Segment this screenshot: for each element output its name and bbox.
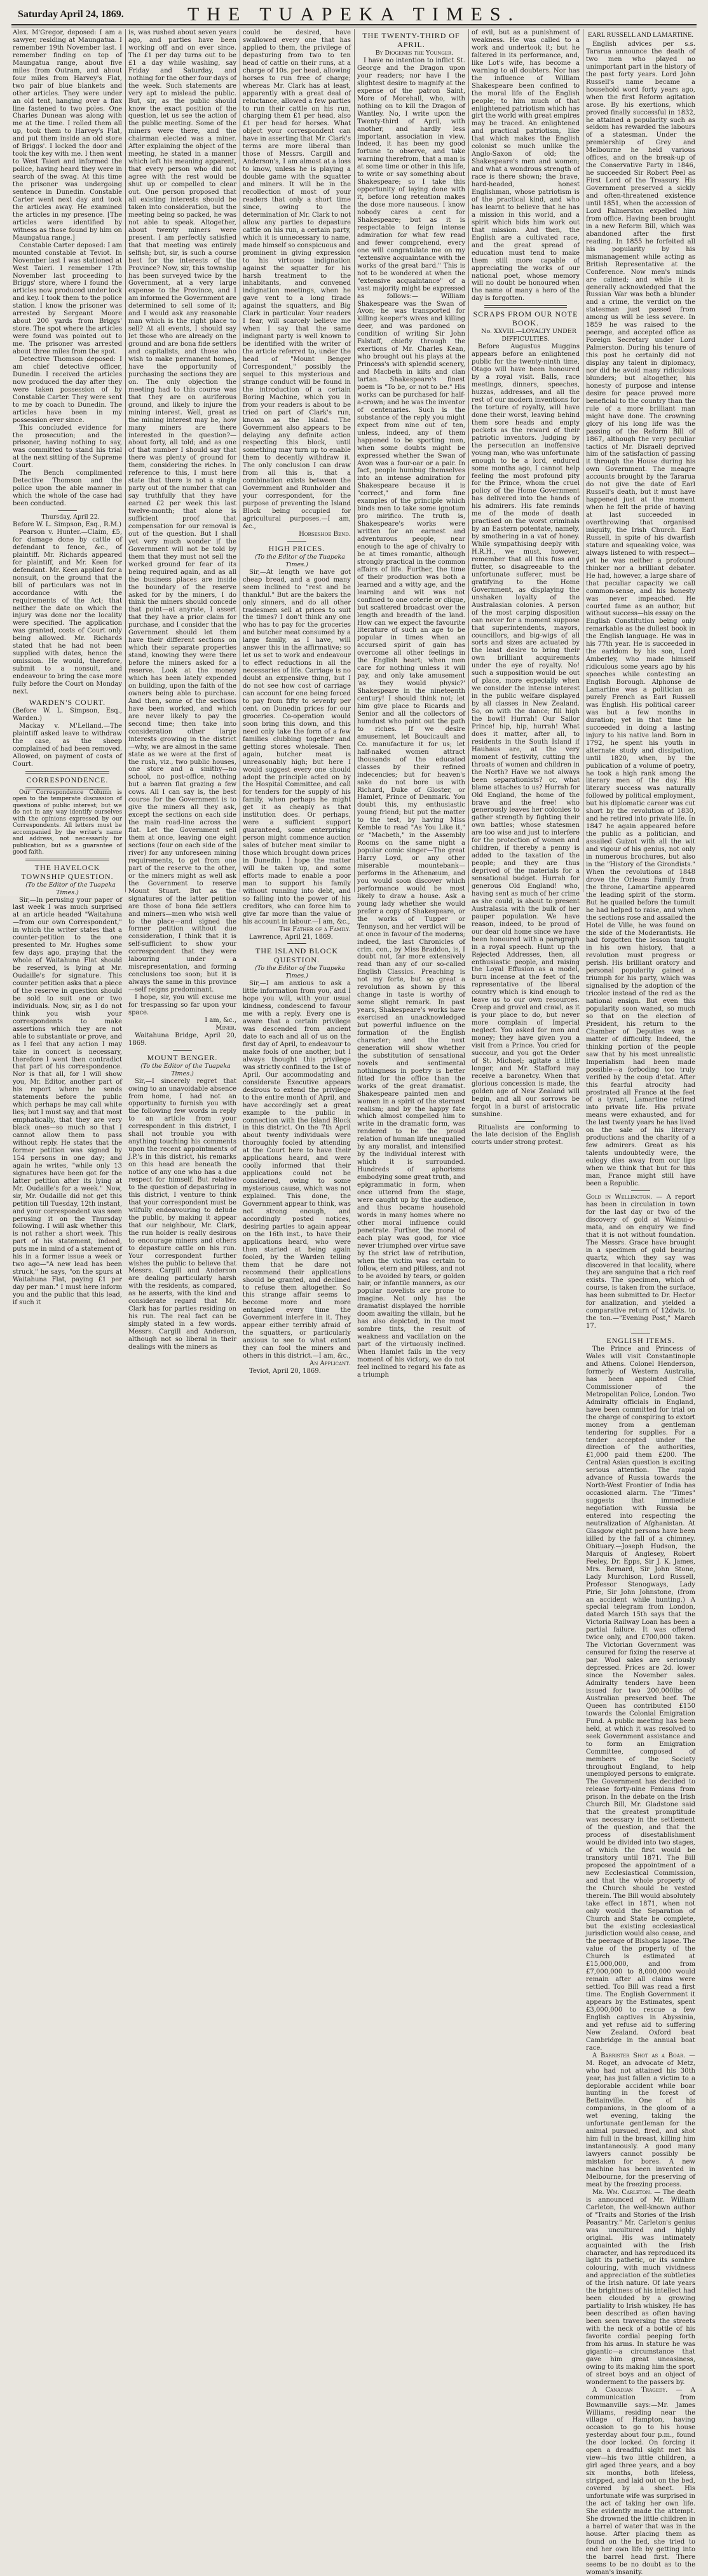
court-evidence: Alex. M'Gregor, deposed: I am a sawyer, residing at Maungatua. I remember 19th November last. I remember finding on top of Maungatua range, about five miles from Outram, and about four miles from Harvey's Flat, two pair of blue blankets and other articles. They were under an old tent, hanging over a flax line fastened to two poles. One Charles Dunean was along with me at the time. I rolled them all up, took them to Harvey's Flat, and put them inside an old store of Briggs'. I locked the door and took the key with me. I then went to West Taieri and informed the police, having heard they were in search of the swag. At this time the prisoner was undergoing sentence in Dunedin. Constable Carter went next day and took the articles away. He examined the articles in my presence. [The articles were identified by witness as those found by him on Maungatua range.] [13,29,122,242]
havelock-letter: Sir,—In perusing your paper of last week I was much surprised at an article headed "Waitahuna—from our own Correspondent," in which the writer states that a counter-petition to the one presented to Mr. Hughes some few days ago, praying that the whole of Waitahuna Flat should be reserved, is lying at Mr. Oudaille's for signature. This counter petition asks that a piece of the reserve in question should be sold to suit one or two individuals. Now, sir, as I do not think you wish your correspondents to make assertions which they are not able to substantiate or prove, and as I feel that any action I may take in concert is necessary, therefore I went then contradict that part of his correspondence. Nor is that all, for I will show you, Mr. Editor, another part of his report where he sends statements before the public which perhaps he may call white lies; but I must say, and that most emphatically, that they are very black ones—so much so that I cannot allow them to pass without reply. He states that the former petition was signed by 154 persons in one day; and again he writes, "while only 13 signatures have been got for the latter petition after its lying at Mr. Oudaille's for a week." Now, sir, Mr. Oudaille did not get this petition till Tuesday, 12th instant, and your correspondent was seen perusing it on the Thursday following. I will ask whether this is not rather a short week. This part of his statement, indeed, puts me in mind of a statement of his in a former issue a week or two ago—"A new lead has been struck," he says, "on the spurs at Waitahuna Flat, paying £1 per day per man." I must here inform you and the public that this lead, if such it [13,896,122,1307]
letter-place: Waitahuna Bridge, April 20, 1869. [128,1032,236,1047]
benger-letter-cont: could be desired, have swallowed every one that has applied to them, the privilege of depasturing from two to ten head of cattle on their runs, at a charge of 10s. per head, allowing horses to run free of charge; whereas Mr. Clark has at least, apparently with a great deal of reluctance, allowed a few parties to run their cattle on his run, charging them £1 per head, also £1 per head for horses. What object your correspondent can have in asserting that Mr. Clark's terms are more liberal than those of Messrs. Cargill and Anderson's, I am almost at a loss to know, unless he is playing a double game with the squatter and miners. It will be in the recollection of most of your readers that only a short time since, owing to the determination of Mr. Clark to not allow any parties to depasture cattle on his run, a certain party, which it is unnecessary to name, made himself so conspicuous and prominent in giving expression to his virtuous indignation against the squatter for his harsh treatment to the inhabitants, and convened indignation meetings, when he gave vent to a long tirade against the squatters, and Big Clark in particular. Your readers I fear, will scarcely believe me when I say that the same indignant party is well known to be identified with the writer of the article referred to, under the head of "Mount Benger Correspondent," possibly the sequel to this mysterious and strange conduct will be found in the introduction of a certain Boring Machine, which you in from your readers is about to be tried on part of Clark's run, known as the Island. The Government also appears to be delaying any definite action respecting this block, until something may turn up to enable them to decently withdraw it. The only conclusion I can draw from all this is, that a combination exists between the Government and Runholder and your correspondent, for the purpose of preventing the Island Block being occupied for agricultural purposes.—I am, &c., [243,29,351,530]
ritualists-note: Ritualists are conforming to the late decision of the English courts under strong protest. [472,1124,580,1147]
prices-editor-line: (To the Editor of the Tuapeka Times.) [255,553,345,568]
column-3 [243,29,351,1375]
column-5 [472,29,580,1147]
separator [58,510,77,511]
gold-heading: Gold in Wellington. [586,1193,653,1201]
carter-evidence: Constable Carter deposed: I am mounted constable at Teviot. In November last I was stationed at West Taieri. I remember 17th November last proceeding to Briggs' store, where I found the articles now produced under lock and key. I took them to the police station. I know the prisoner was arrested by Sergeant Moore about 200 yards from Briggs' store. The spot where the articles were found was pointed out to me. The prisoner was arrested about three miles from the spot. [13,242,122,356]
column-rule [125,29,126,892]
scraps-heading: SCRAPS FROM OUR NOTE BOOK. [473,310,578,328]
scraps-subheading: No. XXVIII.—LOYALTY UNDER DIFFICULTIES. [481,328,576,343]
carleton-heading: Mr. Wm. Carleton. [592,2188,652,2196]
island-letter: Sir,—I am anxious to ask a little information from you, and I hope you will, with your usual kindness, condescend to favour me with a reply. Every one is aware that a certain privilege was descended from ancient date to each and all of us on the first day of April, to endeavour to make fools of one another, but I always thought this privilege was strictly confined to the 1st of April. Our accommodating and considerate Executive appears desirous to extend the privilege to the entire month of April, and have accordingly set a great example to the public in connection with the Island Block in this district. On the 7th April about twenty individuals were thoroughly fooled by attending at the Court here to have their applications heard, and were coolly informed that their applications could not be considered, owing to some mysterious cause, which was not explained. This done, the Government appear to think, was not strong enough, and accordingly posted notices, desiring parties to again appear on the 16th inst., to have their applications heard, who were then started at being again fooled, by the Warden telling them that he dare not recommend their applications should be granted, and declined to refuse them altogether. So this strange affair seems to become more and more entangled every time the Government interfere in it. They appear either terribly afraid of the squatters, or particularly anxious to see to what extent they can fool the miners and others in this district.—I am, &c., [243,980,351,1360]
column-1 [13,29,122,1307]
island-block-heading: THE ISLAND BLOCK QUESTION. [255,946,338,965]
russell-lamartine-article: English advices per s.s. Tararua announce the death of two men who played no unimportant part in the history of the past forty years. Lord John Russell's name became a household word forty years ago, when the first Reform agitation arose. By his exertions, which proved finally successful in 1832, he attained a popularity such as seldom has rewarded the labours of a statesman. Under the premiership of Grey and Melbourne he held various offices, and on the break-up of the Conservative Party in 1846, he succeeded Sir Robert Peel as First Lord of the Treasury. His Government preserved a sickly and often-threatened existence until 1851, when the accession of Lord Palmerston expelled him from office. Having been brought in a new Reform Bill, which was abandoned after the first reading. In 1855 he forfeited all his popularity by his mismanagement while acting as British Representative at the Conference. Now men's minds are calmed; and while it is generally acknowledged that the Russian War was both a blunder and a crime, the verdict on the statesman just passed from among us will be less severe. In 1859 he was raised to the peerage, and accepted office as Foreign Secretary under Lord Palmerston. During his tenure of this post he certainly did not display any talent in diplomacy, nor did he avoid many ridiculous blunders; but altogether, his honesty of purpose and intense desire for peace proved more beneficial to the country than the rule of a more brilliant man might have done. The crowning glory of his long life was the passing of the Reform Bill of 1867, although the very peculiar tactics of Mr. Disraeli deprived him of the satisfaction of passing it through the House during his own Government. The meagre accounts brought by the Tararua do not give the date of Earl Russell's death, but it must have happened just at the moment when he felt the pride of having at last succeeded in overthrowing that organised iniquity, the Irish Church. Earl Russell, in spite of his dwarfish stature and squeaking voice, was always listened to with respect—yet he was neither a profound thinker nor a brilliant debater. He had, however, a large share of that peculiar capacity we call common-sense, and his honesty was never impeached. He courted fame as an author, but without success—his essay on the English Constitution being only remarkable as the dullest book in the English language. He was in his 77th year. He is succeeded in the earldom by his son, Lord Amberley, who made himself ridiculous some years ago by his speeches while contesting an English Borough. Alphonse de Lamartine was a politician as purely French as Earl Russell was English. His political career was but a few months in duration; yet in that time he succeeded in doing a lasting injury to his native land. Born in 1792, he spent his youth in alternate study and dissipation, until 1820, when, by the publication of a volume of poetry, he took a high rank among the literary men of the day. His literary success was naturally followed by political employment, but his diplomatic career was cut short by the revolution of 1830, and he retired into private life. In 1847 he again appeared before the public as a politician, and assailed Guizot with all the wit and vigour of his genius, not only in numerous brochures, but also in the "History of the Girondists." When the revolutions of 1848 drove the Orleans Family from the throne, Lamartine appeared the leading spirit of the storm. But he quailed before the tumult he had helped to raise, and when the sections rose and assailed the Hotel de Ville, he was found on the side of the Moderantists. He had forgotten the lesson taught in his own history, that a revolution must progress or perish. His brilliant oratory and personal popularity gained a triumph for his party, which was signalised by the adoption of the tricolor instead of the red as the national ensign. But even this popularity soon waned, so much so that on the election of President, his return to the Chamber of Deputies was a matter of difficulty. Indeed, the thinking portion of the people saw that by his most unrealistic Imperialism had been made possible—a forboding too truly verified by the coup d'etat. After this fearful atrocity had prostrated all France at the feet of a tyrant, Lamartine retired into private life. His private means were exhausted, and for the last twenty years he has lived on the sale of his literary productions and the charity of a few admirers. Great as his talents undoubtedly were, the eulogy dies away from our lips when we think that but for this man, France might still have been a Republic. [586,41,695,1187]
bench-text: The Bench complimented Detective Thomson and the police upon the able manner in which the whole of the case had been conducted. [13,470,122,508]
issue-date: Saturday April 24, 1869. [18,9,124,20]
shakespeare-article: I have no intention to inflict St. George and the Dragon upon your readers; nor have I the slightest desire to magnify at the expense of the patron Saint, More of Morehall, who, with nothing on to kill the Dragon of Wantley. No, I write upon the Twenty-third of April, with another, and hardly less important, association in view. Indeed, it has been my good fortune to observe, and take warning therefrom, that a man is at some time or other in this life, to write or say something about Shakespeare; so I take this opportunity of laying done with it, before long retention makes the dose more nauseous. I know nobody cares a cent for Shakespeare; but as it is respectable to feign intense admiration for what few read and fewer comprehend, every one will congratulate me on my "extensive acquaintance with the works of the great bard." This is not to be wondered at when the "extensive acquaintance" of a vast majority might be expressed as follows:— William Shakespeare was the Swan of Avon; he was transported for killing keeper's wives and killing deer, and was pardoned on condition of writing Sir John Falstaff, chiefly through the exertions of Mr. Charles Kean, who brought out his plays at the Princess's with splendid scenery, and Macbeth in kilts and clan tartan. Shakespeare's finest poem is "To be, or not to be." His works can be purchased for half-a-crown; and he was the inventor of centenaries. Such is the substance of the reply you might expect from nine out of ten, unless, indeed, any of them happened to be sporting men, when some doubts might be expressed whether the Swan of Avon was a four-oar or a pair. In fact, people humbug themselves into an intense admiration for Shakespeare because it is "correct," and form fine examples of the principle which binds men to take some ignotum pro mirifico. The truth is, Shakespeare's works were written for an earnest and adventurous people, near enough to the age of chivalry to be at times romantic, although strongly practical in the common affairs of life. Further, the time of their production was both a learned and a witty age, and the learning and wit was not confined to one coterie or clique, but scattered broadcast over the length and breadth of the land. How can we expect the favourite literature of such an age to be popular in times when an accursed spirit of gain has overcome all other feelings in the English heart; when men care for nothing unless it will pay, and only take amusement 'as they would physic?' Shakespeare in the nineteenth century! I should think not; let him give place to Ricards and Senior and all the collectors of humdust who point out the path to riches. If we desire amusement, let Boucicault and Co. manufacture it for us; let half-naked women attract thousands of the educated classes by their refined indecencies; but for heaven's sake do not bore us with Richard, Duke of Gloster, or Hamlet, Prince of Denmark. You doubt this, my enthusiastic young friend; but put the matter to the test, by having Miss Kemble to read "As You Like it," or "Macbeth," in the Assembly Rooms on the same night a popular comic singer—The great Harry Loyd, or any other miserable mountebank—performs in the Athenæum, and you would soon discover which performance would be most likely to draw a house. Ask a young lady whether she would prefer a copy of Shakespeare, or the works of Tupper or Tennyson, and her verdict will be at once in favour of the moderns; indeed, the last Chronicles of crim. con., by Miss Braddon, is, I doubt not, far more extensively read than any of our so-called English Classics. Preaching is not my forte, but so great a revolution as shown by this change in taste is worthy of some slight remark. In past years, Shakespeare's works have exercised an unacknowledged but powerful influence on the formation of the English character; and the next generation will show whether the substitution of sensational novels and sentimental nothingness in poetry is better fitted for the office than the works of the great dramatist. Shakespeare painted men and women in a spirit of the sternest realism; and by the happy fate which almost compelled him to write in the dramatic form, was rendered to be the proud relation of human life unequalled by any moralist, and intensified by the individual interest with which it is surrounded. Hundreds of aphorisms embodying some great truth, and epigrammatic in form, when once uttered from the stage, were caught up by the audience, and thus became household words in many homes where no other moral influence could penetrate. Further, the moral of each play was good, for vice never triumphed over virtue save by the strict law of retribution, when the victim was certain to follow, etern and pitiless, and not to be avoided by tears, or golden hair, or infantile manners, as our popular novelists are prone to imagine. Not only has the dramatist displayed the horrible doom awaiting the villain, but he has also depicted, in the most sombre tints, the result of weakness and vacillation on the part of the virtuously inclined. When Hamlet fails in the very moment of his victory, we do not feel inclined to regard his fate as a triumph [357,57,465,1379]
mount-benger-heading: MOUNT BENGER. [147,1053,218,1062]
island-signature: An Applicant. [310,1360,351,1368]
letter-close: I hope, sir, you will excuse me for trespassing so far upon your space. [128,994,236,1016]
benger-editor-line: (To the Editor of the Tuapeka Times.) [140,1062,231,1077]
havelock-editor-line: (To the Editor of the Tuapeka Times.) [25,881,116,896]
conclusion-text: This concluded evidence for the prosecution; and the prisoner, having nothing to say, was committed to stand his trial at the next sitting of the Supreme Court. [13,424,122,470]
column-6: EARL RUSSELL AND LAMARTINE. English advices per s.s. Tararua announce the death of two men who played no unimportant part in the history of the past forty years. Lord John Russell's name became a household word forty years ago, when the first Reform agitation arose. By his exertions, which proved finally successful in 1832, he attained a popularity such as seldom has rewarded the labours of a statesman. Under the premiership of Grey and Melbourne he held various offices, and on the break-up of the Conservative Party in 1846, he succeeded Sir Robert Peel as First Lord of the Treasury. His Government preserved a sickly and often-threatened existence until 1851, when the accession of Lord Palmerston expelled him from office. Having been brought in a new Reform Bill, which was abandoned after the first reading. In 1855 he forfeited all his popularity by his mismanagement while acting as British Representative at the Conference. Now men's minds are calmed; and while it is generally acknowledged that the Russian War was both a blunder and a crime, the verdict on the statesman just passed from among us will be less severe. In 1859 he was raised to the peerage, and accepted office as Foreign Secretary under Lord Palmerston. During his tenure of this post he certainly did not display any talent in diplomacy, nor did he avoid many ridiculous blunders; but altogether, his honesty of purpose and intense desire for peace proved more beneficial to the country than the rule of a more brilliant man might have done. The crowning glory of his long life was the passing of the Reform Bill of 1867, although the very peculiar tactics of Mr. Disraeli deprived him of the satisfaction of passing it through the House during his own Government. The meagre accounts brought by the Tararua do not give the date of Earl Russell's death, but it must have happened just at the moment when he felt the pride of having at last succeeded in overthrowing that organised iniquity, the Irish Church. Earl Russell, in spite of his dwarfish stature and squeaking voice, was always listened to with respect—yet he was neither a profound thinker nor a brilliant debater. He had, however, a large share of that peculiar capacity we call common-sense, and his honesty was never impeached. He courted fame as an author, but without success—his essay on the English Constitution being only remarkable as the dullest book in the English language. He was in his 77th year. He is succeeded in the earldom by his son, Lord Amberley, who made himself ridiculous some years ago by his speeches while contesting an English Borough. Alphonse de Lamartine was a politician as purely French as Earl Russell was English. His political career was but a few months in duration; yet in that time he succeeded in doing a lasting injury to his native land. Born in 1792, he spent his youth in alternate study and dissipation, until 1820, when, by the publication of a volume of poetry, he took a high rank among the literary men of the day. His literary success was naturally followed by political employment, but his diplomatic career was cut short by the revolution of 1830, and he retired into private life. In 1847 he again appeared before the public as a politician, and assailed Guizot with all the wit and vigour of his genius, not only in numerous brochures, but also in the "History of the Girondists." When the revolutions of 1848 drove the Orleans Family from the throne, Lamartine appeared the leading spirit of the storm. But he quailed before the tumult he had helped to raise, and when the sections rose and assailed the Hotel de Ville, he was found on the side of the Moderantists. He had forgotten the lesson taught in his own history, that a revolution must progress or perish. His brilliant oratory and personal popularity gained a triumph for his party, which was signalised by the adoption of the tricolor instead of the red as the national ensign. But even this popularity soon waned, so much so that on the election of President, his return to the Chamber of Deputies was a matter of difficulty. Indeed, the thinking portion of the people saw that by his most unrealistic Imperialism had been made possible—a forboding too truly verified by the coup d'etat. After this fearful atrocity had prostrated all France at the feet of a tyrant, Lamartine retired into private life. His private means were exhausted, and for the last twenty years he has lived on the sale of his literary productions and the charity of a few admirers. Great as his talents undoubtedly were, the eulogy dies away from our lips when we think that but for this man, France might still have been a Republic. Gold in Wellington. — A report has been in circulation in town for the last day or two of the discovery of gold at Wainui-o-mata, and on enquiry we find that it is not without foundation. The Messrs. Grace have brought in a specimen of gold bearing quartz, which they say was discovered in that locality, where they are sanguine that a rich reef exists. The specimen, which of course, is taken from the surface, has been submitted to Dr. Hector for analization, and yielded a comparative return of 12dwts. to the ton.—"Evening Post," March 17. ENGLISH ITEMS. The Prince and Princess of Wales will visit Constantinople and Athens. Colonel Henderson, formerly of Western Australia, has been appointed Chief Commissioner of the Metropolitan Police, London. Two Admiralty officials in England, have been committed for trial on the charge of conspiring to extort money from a gentleman tendering for supplies. For a tender accepted under the direction of the authorities, £1,000 paid them £200. The Central Asian question is exciting serious attention. The rapid advance of Russia towards the North-West Frontier of India has occasioned alarm. The "Times" suggests that immediate negotiation with Russia be entered into respecting the neutralization of Afghanistan. At Glasgow eight persons have been killed by the fall of a chimney. Obituary.—Joseph Hudson, the Marquis of Anglesey, Robert Feeley, Dr. Epps, Sir J. K. James, Mrs. Bernard, Sir John Stone, Lady Murchison, Lord Russell, Professor Stenogways, Lady Pirie, Sir John Johnstone, (from an accident while hunting.) A special telegram from London, dated March 15th says that the Victoria Railway Loan has been a partial failure. It was offered twice only, and £700,000 taken. The Victorian Government was censured for fixing the reserve at par. Wool sales are seriously depressed. Prices are 2d. lower since the November sales. Admiralty tenders have been issued for two 200,000lbs of Australian preserved beef. The Queen has contributed £150 towards the Colonial Emigration Fund. A public meeting has been held, at which it was resolved to seek Government assistance and to form an Emigration Committee, composed of members of the Society throughout England, to help unemployed persons to emigrate. The Government has decided to release forty-nine Fenians from prison. In the debate on the Irish Church Bill, Mr. Gladstone said that the greatest promptitude was necessary in the settlement of the question, and that the process of disestablishment would be divided into two stages, of which the first would be transitory until 1871. The Bill proposed the appointment of a new Ecclesiastical Commission, and that the whole property of the Church should be vested therein. The Bill would absolutely take effect in 1871, when not only would the Separation of Church and State be complete, but the existing ecclesiastical jurisdiction would also cease, and the peerage of Bishops lapse. The value of the property of the Church is estimated at £15,000,000, and from £7,000,000 to 8,000,000 would remain after all claims were settled. Too Bill was read a first time. The English Government it appears by the Estimates, spent £3,000,000 to rescue a few English captives in Abyssinia, and yet refuse aid to suffering New Zealand. Oxford beat Cambridge in the annual boat race. A Barrister Shot as a Boar. — M. Roget, an advocate of Metz, who had not attained his 30th year, has just fallen a victim to a deplorable accident while boar hunting in the forest of Bettainville. One of his companions, in the gloom of a wet evening, taking the unfortunate gentleman for the animal pursued, fired, and shot him full in the breast, killing him instantaneously. A good many lawyers cannot possibly be mistaken for bores. A new machine has been invented in Melbourne, for the preserving of meat by the freezing process. Mr. Wm. Carleton. — The death is announced of Mr. William Carleton, the well-known author of "Traits and Stories of the Irish Peasantry." Mr. Carleton's genius was uncultured and highly original. His was intimately acquainted with the Irish character, and has reproduced its light its pathetic, or its sombre colouring, with much vividness and appreciation of the subtleties of the Irish nature. Of late years the brightness of his intellect had been clouded by a growing partiality to Irish whiskey. He has been described as often having been seen traversing the streets with the neck of a bottle of his favorite cordial peeping forth from his arms. In stature he was gigantic—a circumstance that gave him great uneasiness, owing to its making him the sport of street boys and an object of wonderment to the passers by. A Canadian Tragedy. — A communication from Bowmanville says:—Mr. James Williams, residing near the village of Hampton, having occasion to go to his house yesterday about four p.m., found the door locked. On forcing it open a dreadful sight met his view—his two little children, a girl aged three years, and a boy six months, both lifeless, stripped, and laid out on the bed, covered by a sheet. His unfortunate wife was surprised in the act of taking her own life. She evidently made the attempt. She drowned the little children in a barrel of water that was in the house. After placing them as found on the bed, she tried to end her own life by getting into the barrel head first. There seems to be no doubt as to the woman's insanity. [586,32,695,2576]
thursday-heading: Thursday, April 22. [41,514,100,521]
havelock-heading: THE HAVELOCK TOWNSHIP QUESTION. [21,862,114,881]
benger-signature: Horseshoe Bend. [299,530,351,538]
separator [516,1121,535,1122]
island-editor-line: (To the Editor of the Tuapeka Times.) [255,965,345,980]
scraps-article: Before Augustus Muggins appears before an enlightened public for the twenty-ninth time, Otago will have been honoured by a royal visit. Balls, race meetings, dinners, speeches, huzzas, addresses, and all the rest of our modern inventions for the torture of royalty, will have done their worst, leaving behind them sore heads and empty pockets as the reward of their patriotic inventors. Judging by the persecution an inoffensive young man, who was unfortunate enough to be a lord, endured some months ago, I cannot help feeling the most profound pity for the Prince, whom the cruel policy of the Home Government has delivered into the hands of his admirers. His fate reminds me of the mode of death practised on the worst criminals by an Eastern potentate, namely, by smothering in a vat of honey. While sympathising deeply with H.R.H., we must, however, remember that all this fuss and flutter, so disagreeable to the unfortunate sufferer, must be gratifying to the Home Government, as displaying the unshaken loyalty of the Australasian colonies. A person of the most carping disposition can never for a moment suppose that superintendents, mayors, councillors, and big-wigs of all sorts and sizes are actuated by the least desire to bring their own brilliant acquirements under the eye of royalty. No! such a supposition would be out of place, more especially when we consider the intense interest in the public welfare displayed by all classes in New Zealand. So, on with the dance; fill high the bowl! Hurrah! Our Sailor Prince! hip, hip, hurrah! What does it matter, after all, to residents in the South Island if Hauhaus are, at the very moment of festivity, cutting the throats of women and children in the North? Have we not always been separationists? or, what blame attaches to us? Hurrah for Old England, the home of the brave and the free! who generously leaves her colonies to gather strength by fighting their own battles; whose statesmen are too wise and just to interfere for the protection of women and children, if thereby a penny is added to the taxation of the people; and they are thus deprived of the materials for a sensational budget. Hurrah for generous Old England! who, having sent as much of her crime as she could, is about to present Australasia with the bulk of her pauper population. We have reason, indeed, to be proud of our dear old home since we have been honoured with a paragraph in a royal speech. Hunt up the Rejected Addresses, then, all enthusiastic people, and raising the Loyal Effusion as a model, burn incense at the feet of the representative of the liberal country which is kind enough to leave us to our own resources. Creep and grovel and crawl, as it is your place to do, but never more complain of Imperial neglect. You asked for men and money; they have given you a visit from a Prince. You cried for succour, and you got the Order of St. Michael; agitate a little longer, and Mr. Stafford may receive a baronetcy. When that glorious concession is made, the golden age of New Zealand will begin, and all our sorrows be forgot in a burst of aristocratic sunshine. [472,343,580,1118]
double-separator [484,305,567,308]
prices-place: Lawrence, April 21, 1869. [249,933,333,941]
high-prices-heading: HIGH PRICES. [268,543,325,553]
newspaper-title: THE TUAPEKA TIMES. [187,4,521,25]
carleton-article: The death is announced of Mr. William Carleton, the well-known author of "Traits and Stories of the Irish Peasantry." Mr. Carleton's genius was uncultured and highly original. His was intimately acquainted with the Irish character, and has reproduced its light its pathetic, or its sombre colouring, with much vividness and appreciation of the subtleties of the Irish nature. Of late years the brightness of his intellect had been clouded by a growing partiality to Irish whiskey. He has been described as often having been seen traversing the streets with the neck of a bottle of his favorite cordial peeping forth from his arms. In stature he was gigantic—a circumstance that gave him great uneasiness, owing to its making him the sport of street boys and an object of wonderment to the passers by. [586,2188,695,2386]
thomson-evidence: Detective Thomson deposed: I am chief detective officer, Dunedin. I received the articles now produced the day after they were taken possession of by Constable Carter. They were sent to me by coach to Dunedin. The articles have been in my possession ever since. [13,355,122,424]
column-rule [354,29,355,892]
gold-article: A report has been in circulation in town for the last day or two of the discovery of gold at Wainui-o-mata, and on enquiry we find that it is not without foundation. The Messrs. Grace have brought in a specimen of gold bearing quartz, which they say was discovered in that locality, where they are sanguine that a rich reef exists. The specimen, which of course, is taken from the surface, has been submitted to Dr. Hector for analization, and yielded a comparative return of 12dwts. to the ton.—"Evening Post," March 17. [586,1193,695,1330]
double-separator [25,859,109,861]
canadian-heading: A Canadian Tragedy. [592,2386,668,2394]
english-items-article: The Prince and Princess of Wales will visit Constantinople and Athens. Colonel Henderson, formerly of Western Australia, has been appointed Chief Commissioner of the Metropolitan Police, London. Two Admiralty officials in England, have been committed for trial on the charge of conspiring to extort money from a gentleman tendering for supplies. For a tender accepted under the direction of the authorities, £1,000 paid them £200. The Central Asian question is exciting serious attention. The rapid advance of Russia towards the North-West Frontier of India has occasioned alarm. The "Times" suggests that immediate negotiation with Russia be entered into respecting the neutralization of Afghanistan. At Glasgow eight persons have been killed by the fall of a chimney. Obituary.—Joseph Hudson, the Marquis of Anglesey, Robert Feeley, Dr. Epps, Sir J. K. James, Mrs. Bernard, Sir John Stone, Lady Murchison, Lord Russell, Professor Stenogways, Lady Pirie, Sir John Johnstone, (from an accident while hunting.) A special telegram from London, dated March 15th says that the Victoria Railway Loan has been a partial failure. It was offered twice only, and £700,000 taken. The Victorian Government was censured for fixing the reserve at par. Wool sales are seriously depressed. Prices are 2d. lower since the November sales. Admiralty tenders have been issued for two 200,000lbs of Australian preserved beef. The Queen has contributed £150 towards the Colonial Emigration Fund. A public meeting has been held, at which it was resolved to seek Government assistance and to form an Emigration Committee, composed of members of the Society throughout England, to help unemployed persons to emigrate. The Government has decided to release forty-nine Fenians from prison. In the debate on the Irish Church Bill, Mr. Gladstone said that the greatest promptitude was necessary in the settlement of the question, and that the process of disestablishment would be divided into two stages, of which the first would be transitory until 1871. The Bill proposed the appointment of a new Ecclesiastical Commission, and that the whole property of the Church should be vested therein. The Bill would absolutely take effect in 1871, when not only would the Separation of Church and State be complete, but the existing ecclesiastical jurisdiction would also cease, and the peerage of Bishops lapse. The value of the property of the Church is estimated at £15,000,000, and from £7,000,000 to 8,000,000 would remain after all claims were settled. Too Bill was read a first time. The English Government it appears by the Estimates, spent £3,000,000 to rescue a few English captives in Abyssinia, and yet refuse aid to suffering New Zealand. Oxford beat Cambridge in the annual boat race. [586,1346,695,2052]
column-2 [128,29,236,1351]
letter-signature: Miner. [215,1024,236,1032]
letter-close-2: I am, &c., [205,1016,236,1024]
barrister-heading: A Barrister Shot as a Boar. [592,2052,686,2059]
warden-court-heading: WARDEN'S COURT. [29,697,106,707]
separator [173,1050,192,1051]
article-byline: By Diogenes the Younger. [375,50,454,57]
shakespeare-article-cont: of evil, but as a punishment of weakness. He was called to a work and undertook it; but he faltered in its performance, and, like Lot's wife, has become a warning to all doubters. Nor has the influence of William Shakespeare been confined to the moral life of the English people; to him much of that enlightened patriotism which has girt the world with great empires may be traced. An enlightened and practical patriotism, like that which makes the English colonist so much unlike the Anglo-Saxon of old; the Shakespeare's men and women; and what a wondrous strength of race is there shown; the brave, hard-headed, honest Englishman, whose patriotism is of the practical kind, and who has learnt to believe that he has a mission in this world, and a spirit which bids him work out that mission. And then, the English are a cultivated race, and the great spread of education must tend to make them still more capable of appreciating the works of our national poet, whose memory will no doubt be honoured when the name of many a hero of the day is forgotten. [472,29,580,303]
havelock-letter-cont: is, was rushed about seven years ago, and parties have been working off and on ever since. The £1 per day turns out to be £1 a day while washing, say Friday and Saturday, and nothing for the other four days of the week. Such statements are very apt to mislead the public. But, sir, as the public should know the exact position of the question, let us see the action of the public meeting. Some of the miners were there, and the chairman elected was a miner. After explaining the object of the meeting, he stated in a manner which left his meaning apparent, that every person who did not agree with the rest would be shut up or compelled to clear out. One person proposed that all existing interests should be taken into consideration, but the meeting being so packed, he was not able to speak. Altogether, about twenty miners were present. I am perfectly satisfied that that meeting was entirely selfish; but, sir, is such a course best for the interests of the Province? Now, sir, this township has been surveyed twice by the Government, at a very large expense to the Province, and I am informed the Government are determined to sell some of it; and I would ask any reasonable man which is the right place to sell? At all events, I should say let those who are already on the ground and are bona fide settlers and capitalists, and those who wish to make permanent homes, have the opportunity of purchasing the sections they are on. The only objection the meeting had to this course was that they are on auriferous ground, and likely to injure the mining interest. Well, great as the mining interest may be, how many miners are there interested in the question?—about forty, all told; and as one of that number I should say that there was plenty of ground for them, considering the riches. In reference to this, I must here state that there is not a single party out of the number that can say truthfully that they have earned £2 per week this last twelve-month; that alone is sufficient proof that compensation for our removal is out of the question. But I shall yet very much wonder if the Government will not be told by them that they must not sell the worked ground for fear of its being required again, and as all the business places are inside the boundary of the reserve asked for by the miners, I do think the miners should concede that point—at anyrate, I assert that they have a prior claim for purchase, and I consider that the Government should let them have their different sections on which their separate properties stand, knowing they were there before the miners asked for a reserve. Look at the money which has been lately expended on building, upon the faith of the owners being able to purchase. And then, some of the sections have been worked, and which are never likely to pay the second time; then take into consideration other large interests growing in the district—why, we are almost in the same state as we were at the first of the rush, viz., two public houses, one store and a smithy—no school, no post-office, nothing but a barren flat grazing a few cows. All I can say is, the best course for the Government is to give the miners all they ask, except the sections on each side the main road-line across the flat. Let the Government sell them at once, leaving one eight sections (four on each side of the river) for any unforeseen mining requirements, to get from one part of the reserve to the other, or the miners might as well ask the Government to reserve Mount Stuart. But as the signatures of the latter petition are those of bona fide settlers and miners—men who wish well to the place—and signed the former petition without due consideration, I think that it is self-sufficient to show your correspondent that they were labouring under a misrepresentation, and forming conclusions too soon; but it is always the same in this province—self reigns predominant. [128,29,236,994]
canadian-article: A communication from Bowmanville says:—Mr. James Williams, residing near the village of Hampton, having occasion to go to his house yesterday about four p.m., found the door locked. On forcing it open a dreadful sight met his view—his two little children, a girl aged three years, and a boy six months, both lifeless, stripped, and laid out on the bed, covered by a sheet. His unfortunate wife was surprised in the act of taking her own life. She evidently made the attempt. She drowned the little children in a barrel of water that was in the house. After placing them as found on the bed, she tried to end her own life by getting into the barrel head first. There seems to be no doubt as to the woman's insanity. [586,2386,695,2576]
barrister-article: M. Roget, an advocate of Metz, who had not attained his 30th year, has just fallen a victim to a deplorable accident while boar hunting in the forest of Bettainville. One of his companions, in the gloom of a wet evening, taking the unfortunate gentleman for the animal pursued, fired, and shot him full in the breast, killing him instantaneously. A good many lawyers cannot possibly be mistaken for bores. A new machine has been invented in Melbourne, for the preserving of meat by the freezing process. [586,2059,695,2188]
separator [631,1190,650,1191]
thursday-before: Before W. L. Simpson, Esq., R.M.) [13,521,122,529]
masthead [13,4,695,23]
separator [287,541,306,542]
separator [287,943,306,944]
thursday-case: Pearson v. Hunter.—Claim, £5, for damage done by cattle of defendant to fence, &c., of plaintiff. Mr. Richards appeared for plaintiff, and Mr. Keen for defendant. Mr. Keen applied for a nonsuit, on the ground that the bill of particulars was not in accordance with the requirements of the Act; that neither the date on which the injury was done nor the locality were specified. The application was granted, costs of Court only being allowed. Mr. Richards stated that he had not been supplied with dates, hence the omission. He would, therefore, submit to a nonsuit, and endeavour to bring the case more fully before the Court on Monday next. [13,529,122,696]
warden-before: (Before W. L. Simpson, Esq., Warden.) [13,707,122,722]
masthead-rule [11,24,697,25]
correspondence-heading: CORRESPONDENCE. [26,775,109,784]
benger-letter: Sir,—I sincerely regret that owing to an unavoidable absence from home, I had not an opportunity to furnish you with the following few words in reply to an article from your correspondent in this district, I shall not trouble you with anything touching his comments upon the recent appointments of J.P.'s in this district, his remarks on this head are beneath the notice of any one who has a due respect for himself. But relative to the question of depasturing in this district, I venture to think that your correspondent must be wilfully endeavouring to delude the public, by making it appear that our neighbour, Mr. Clark, the run holder is really desirous to encourage miners and others to depasture cattle on his run. Your correspondent further wishes the public to believe that Messrs. Cargill and Anderson are dealing particularly harsh with the residents, as compared, as he asserts, with the kind and considerate regard that Mr. Clark has for parties residing on his run. The real fact can be simply stated in a few words. Messrs. Cargill and Anderson, although not so liberal in their dealings with the miners as [128,1077,236,1351]
twenty-third-april-heading: THE TWENTY-THIRD OF APRIL. [362,31,460,49]
english-items-heading: ENGLISH ITEMS. [606,1336,675,1346]
island-place: Teviot, April 20, 1869. [249,1367,321,1375]
double-separator [25,771,109,773]
correspondence-note: Our Correspondence Column is open to the temperate discussion of questions of public interest; but we do not in any way identify ourselves with the opinions expressed by our Correspondents. All letters must be accompanied by the writer's name and address, not necessarily for publication, but as a guarantee of good faith. [13,789,122,856]
prices-letter: Sir,—At length we have got cheap bread, and a good many seem inclined to "rest and be thankful." But are the bakers the only sinners, and do all other tradesmen sell at prices to suit the times? I don't think any one who has to pay for the groceries and butcher meat consumed by a large family, as I have, will answer this in the affirmative; so let us set to work and endeavour to effect reductions in all the necessaries of life. Carriage is no doubt an expensive thing, but I do not see how cost of carriage can account for one being forced to pay from fifty to seventy per cent. on Dunedin prices for our groceries. Co-operation would soon bring this down, and this need only take the form of a few families clubbing together and getting stores wholesale. Then again, butcher meat is unreasonably high; but here I would suggest every one should adopt the principle acted on by the Hospital Committee, and call for tenders for the supply of his family, when perhaps he might get it as cheaply as that institution does. Or perhaps, were a sufficient support guaranteed, some enterprising person might commence auction sales of butcher meat similar to those which brought down prices in Dunedin. I hope the matter will be taken up, and some efforts made to enable a poor man to support his family without running into debt, and so falling into the power of his creditors, who can force him to give far more than the value of his account in labour.—I am, &c., [243,568,351,925]
prices-signature: The Father of a Family. [279,925,351,933]
russell-lamartine-heading: EARL RUSSELL AND LAMARTINE. [587,32,693,39]
warden-case: Mackay v. M'Lelland.—The plaintiff asked leave to withdraw the case, as the sheep complained of had been removed. Allowed, on payment of costs of Court. [13,722,122,768]
column-4 [357,29,465,1379]
column-rule [468,29,469,892]
